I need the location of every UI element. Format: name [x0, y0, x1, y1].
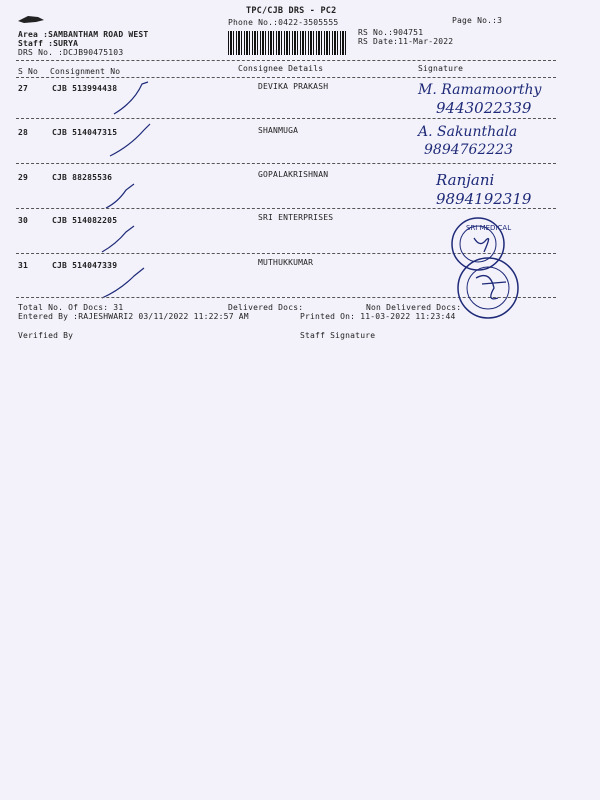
- area-label: Area :SAMBANTHAM ROAD WEST: [18, 30, 149, 39]
- handwritten-phone: 9894762223: [424, 142, 514, 158]
- stamp-text: SRI MEDICAL: [466, 224, 512, 232]
- drs-number: DRS No. :DCJB90475103: [18, 48, 124, 57]
- entered-by: Entered By :RAJESHWARI2 03/11/2022 11:22:57 AM: [18, 312, 249, 321]
- handwritten-phone: 9443022339: [436, 99, 532, 117]
- divider: [16, 163, 556, 164]
- delivery-tick-mark: [112, 80, 152, 116]
- row-sno: 30: [18, 216, 29, 225]
- handwritten-name: M. Ramamoorthy: [418, 82, 542, 98]
- delivery-tick-mark: [108, 120, 154, 158]
- page-number: Page No.:3: [452, 16, 503, 25]
- handwritten-name: A. Sakunthala: [418, 124, 518, 140]
- delivery-tick-mark: [100, 264, 148, 300]
- row-consignment: CJB 514082205: [52, 216, 118, 225]
- row-consignee: MUTHUKKUMAR: [258, 258, 314, 267]
- phone-number: Phone No.:0422-3505555: [228, 18, 339, 27]
- row-sno: 29: [18, 173, 29, 182]
- total-docs: Total No. Of Docs: 31: [18, 303, 124, 312]
- row-consignee: SRI ENTERPRISES: [258, 213, 334, 222]
- staff-label: Staff :SURYA: [18, 39, 79, 48]
- delivery-tick-mark: [104, 180, 144, 210]
- non-delivered-docs: Non Delivered Docs:: [366, 303, 462, 312]
- column-header-sno: S No: [18, 67, 39, 76]
- delivered-docs: Delivered Docs:: [228, 303, 304, 312]
- delivery-tick-mark: [100, 222, 140, 254]
- row-consignment: CJB 514047315: [52, 128, 118, 137]
- rs-date: RS Date:11-Mar-2022: [358, 37, 454, 46]
- courier-logo-icon: [18, 14, 44, 24]
- row-consignment: CJB 514047339: [52, 261, 118, 270]
- barcode: [228, 31, 348, 55]
- row-sno: 31: [18, 261, 29, 270]
- row-consignee: SHANMUGA: [258, 126, 299, 135]
- column-header-consignment: Consignment No: [50, 67, 121, 76]
- row-sno: 28: [18, 128, 29, 137]
- divider: [16, 118, 556, 119]
- row-sno: 27: [18, 84, 29, 93]
- row-consignment: CJB 88285536: [52, 173, 113, 182]
- divider: [16, 77, 556, 78]
- staff-signature-label: Staff Signature: [300, 331, 376, 340]
- column-header-consignee: Consignee Details: [238, 64, 324, 73]
- handwritten-phone: 9894192319: [436, 190, 532, 208]
- divider: [16, 60, 556, 61]
- row-consignment: CJB 513994438: [52, 84, 118, 93]
- document-title: TPC/CJB DRS - PC2: [246, 6, 337, 16]
- verified-by-label: Verified By: [18, 331, 74, 340]
- handwritten-name: Ranjani: [436, 171, 495, 189]
- row-consignee: GOPALAKRISHNAN: [258, 170, 329, 179]
- rs-number: RS No.:904751: [358, 28, 424, 37]
- row-consignee: DEVIKA PRAKASH: [258, 82, 329, 91]
- printed-on: Printed On: 11-03-2022 11:23:44: [300, 312, 456, 321]
- divider: [16, 208, 556, 209]
- column-header-signature: Signature: [418, 64, 464, 73]
